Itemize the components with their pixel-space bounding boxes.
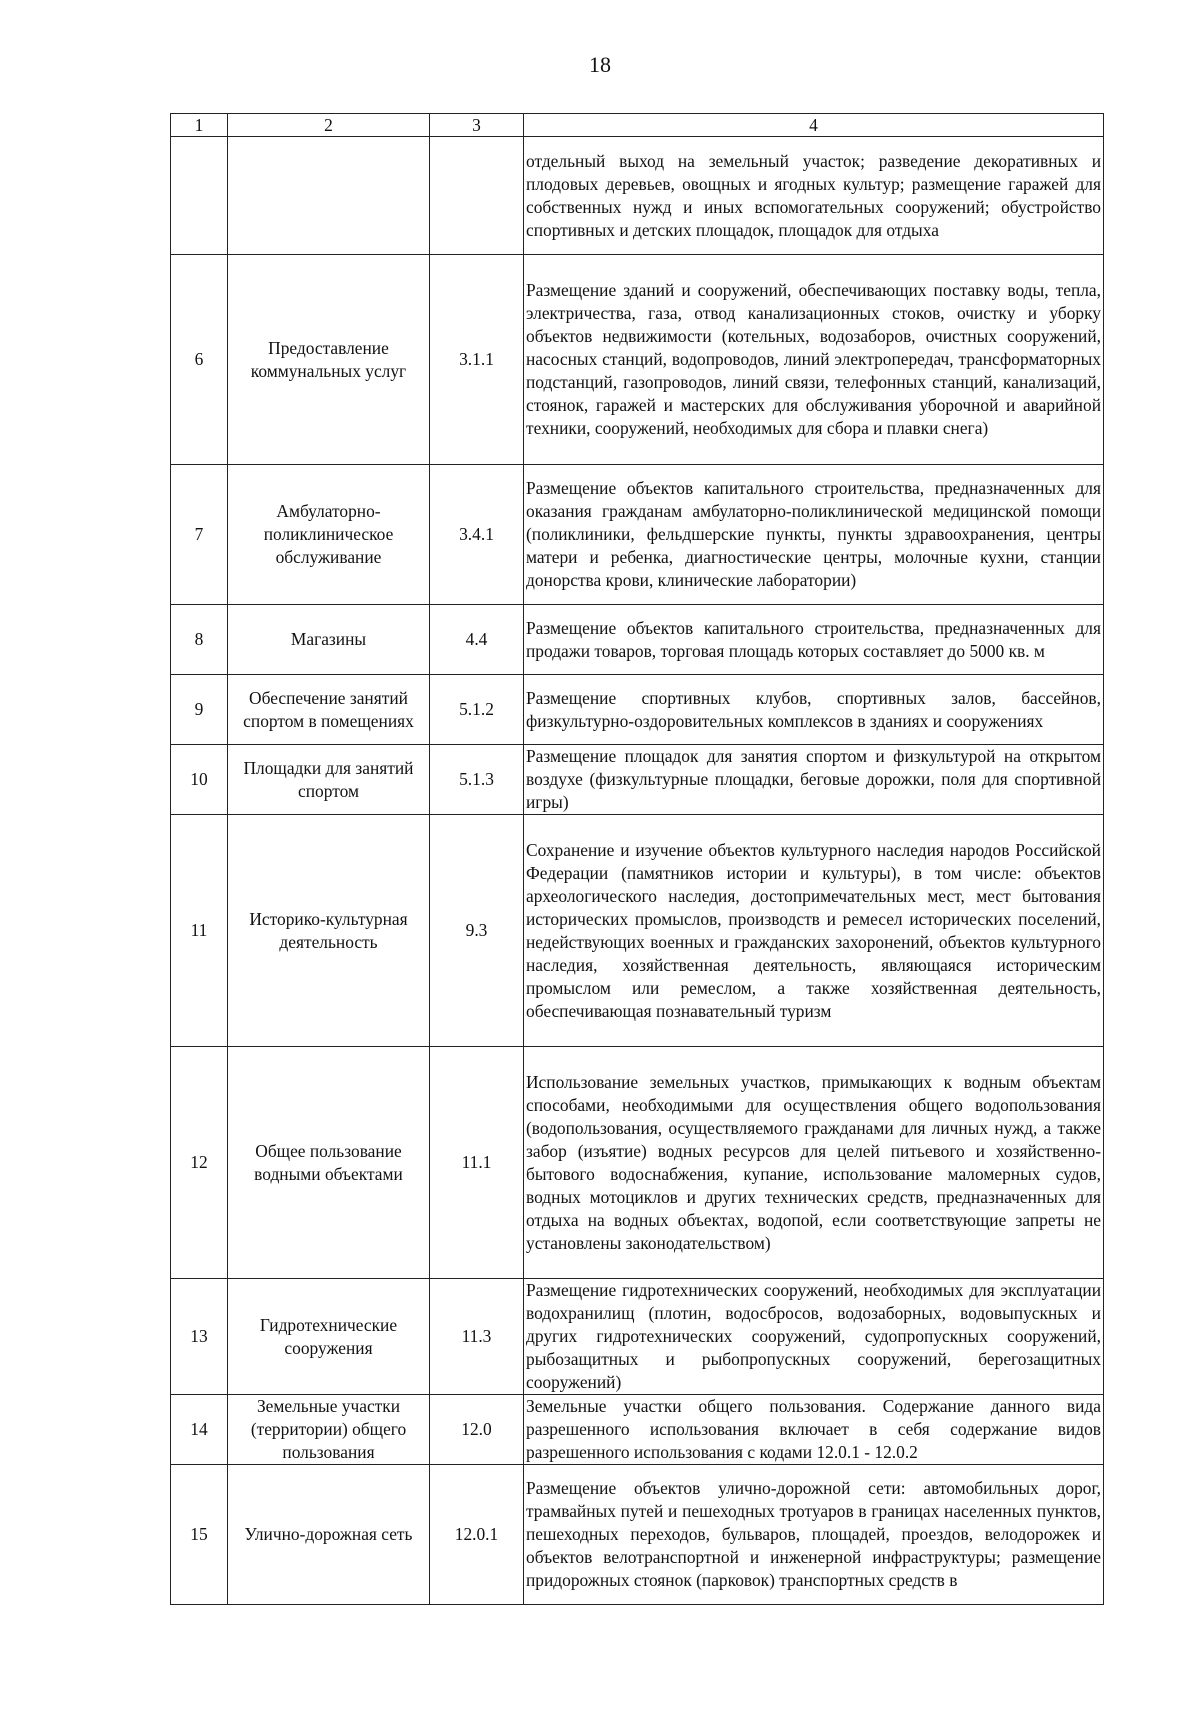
- row-name: Предоставление коммунальных услуг: [228, 255, 430, 465]
- header-col-1: 1: [171, 114, 228, 137]
- table-header-row: [171, 114, 1104, 137]
- row-description: Размещение площадок для занятия спортом и физкультурой на открытом воздухе (физкультурные площадки, беговые дорожки, поля для спортивной игры): [524, 745, 1104, 815]
- row-description: Размещение гидротехнических сооружений, необходимых для эксплуатации водохранилищ (плотин, водосбросов, водозаборных, водовыпускных и других гидротехнических сооружений, судопропускных сооружений, рыбозащитных и рыбопропускных сооружений, берегозащитных сооружений): [524, 1279, 1104, 1395]
- row-code: 11.1: [430, 1047, 524, 1279]
- table-row: [171, 465, 1104, 605]
- row-code: 4.4: [430, 605, 524, 675]
- table-row: [171, 1395, 1104, 1465]
- row-description: отдельный выход на земельный участок; разведение декоративных и плодовых деревьев, овощных и ягодных культур; размещение гаражей для собственных нужд и иных вспомогательных сооружений; обустройство спортивных и детских площадок, площадок для отдыха: [524, 137, 1104, 255]
- table-row: [171, 815, 1104, 1047]
- row-number: 9: [171, 675, 228, 745]
- row-code: 3.4.1: [430, 465, 524, 605]
- row-name: Историко-культурная деятельность: [228, 815, 430, 1047]
- table-row: [171, 1279, 1104, 1395]
- row-number: 13: [171, 1279, 228, 1395]
- land-use-table: [170, 113, 1104, 1605]
- row-number: 10: [171, 745, 228, 815]
- row-name: [228, 137, 430, 255]
- header-col-2: 2: [228, 114, 430, 137]
- row-description: Использование земельных участков, примыкающих к водным объектам способами, необходимыми для осуществления общего водопользования (водопользования, осуществляемого гражданами для личных нужд, а также забор (изъятие) водных ресурсов для целей питьевого и хозяйственно-бытового водоснабжения, купание, использование маломерных судов, водных мотоциклов и других технических средств, предназначенных для отдыха на водных объектах, водопой, если соответствующие запреты не установлены законодательством): [524, 1047, 1104, 1279]
- row-description: Размещение объектов капитального строительства, предназначенных для оказания гражданам амбулаторно-поликлинической медицинской помощи (поликлиники, фельдшерские пункты, пункты здравоохранения, центры матери и ребенка, диагностические центры, молочные кухни, станции донорства крови, клинические лаборатории): [524, 465, 1104, 605]
- row-number: 6: [171, 255, 228, 465]
- table-row: [171, 745, 1104, 815]
- row-code: 3.1.1: [430, 255, 524, 465]
- row-description: Размещение спортивных клубов, спортивных залов, бассейнов, физкультурно-оздоровительных комплексов в зданиях и сооружениях: [524, 675, 1104, 745]
- page-number: 18: [589, 52, 611, 77]
- row-description: Размещение зданий и сооружений, обеспечивающих поставку воды, тепла, электричества, газа, отвод канализационных стоков, очистку и уборку объектов недвижимости (котельных, водозаборов, очистных сооружений, насосных станций, водопроводов, линий электропередач, трансформаторных подстанций, газопроводов, линий связи, телефонных станций, канализаций, стоянок, гаражей и мастерских для обслуживания уборочной и аварийной техники, сооружений, необходимых для сбора и плавки снега): [524, 255, 1104, 465]
- row-name: Магазины: [228, 605, 430, 675]
- table-row: [171, 1465, 1104, 1605]
- row-name: Земельные участки (территории) общего пользования: [228, 1395, 430, 1465]
- row-code: 9.3: [430, 815, 524, 1047]
- row-code: 5.1.3: [430, 745, 524, 815]
- row-number: 7: [171, 465, 228, 605]
- table-row: [171, 1047, 1104, 1279]
- row-description: Земельные участки общего пользования. Содержание данного вида разрешенного использования включает в себя содержание видов разрешенного использования с кодами 12.0.1 - 12.0.2: [524, 1395, 1104, 1465]
- row-code: 12.0: [430, 1395, 524, 1465]
- row-name: Улично-дорожная сеть: [228, 1465, 430, 1605]
- row-code: 5.1.2: [430, 675, 524, 745]
- row-name: Общее пользование водными объектами: [228, 1047, 430, 1279]
- row-number: [171, 137, 228, 255]
- header-col-4: 4: [524, 114, 1104, 137]
- row-number: 14: [171, 1395, 228, 1465]
- header-col-3: 3: [430, 114, 524, 137]
- row-number: 11: [171, 815, 228, 1047]
- row-name: Обеспечение занятий спортом в помещениях: [228, 675, 430, 745]
- row-name: Амбулаторно-поликлиническое обслуживание: [228, 465, 430, 605]
- row-code: 12.0.1: [430, 1465, 524, 1605]
- table-row: [171, 137, 1104, 255]
- row-code: 11.3: [430, 1279, 524, 1395]
- table-row: [171, 675, 1104, 745]
- row-number: 8: [171, 605, 228, 675]
- row-code: [430, 137, 524, 255]
- row-number: 12: [171, 1047, 228, 1279]
- row-number: 15: [171, 1465, 228, 1605]
- table-row: [171, 605, 1104, 675]
- row-description: Размещение объектов капитального строительства, предназначенных для продажи товаров, торговая площадь которых составляет до 5000 кв. м: [524, 605, 1104, 675]
- row-description: Сохранение и изучение объектов культурного наследия народов Российской Федерации (памятников истории и культуры), в том числе: объектов археологического наследия, достопримечательных мест, мест бытования исторических промыслов, производств и ремесел исторических поселений, недействующих военных и гражданских захоронений, объектов культурного наследия, хозяйственная деятельность, являющаяся историческим промыслом или ремеслом, а также хозяйственная деятельность, обеспечивающая познавательный туризм: [524, 815, 1104, 1047]
- row-name: Площадки для занятий спортом: [228, 745, 430, 815]
- row-description: Размещение объектов улично-дорожной сети: автомобильных дорог, трамвайных путей и пешеходных тротуаров в границах населенных пунктов, пешеходных переходов, бульваров, площадей, проездов, велодорожек и объектов велотранспортной и инженерной инфраструктуры; размещение придорожных стоянок (парковок) транспортных средств в: [524, 1465, 1104, 1605]
- row-name: Гидротехнические сооружения: [228, 1279, 430, 1395]
- table-row: [171, 255, 1104, 465]
